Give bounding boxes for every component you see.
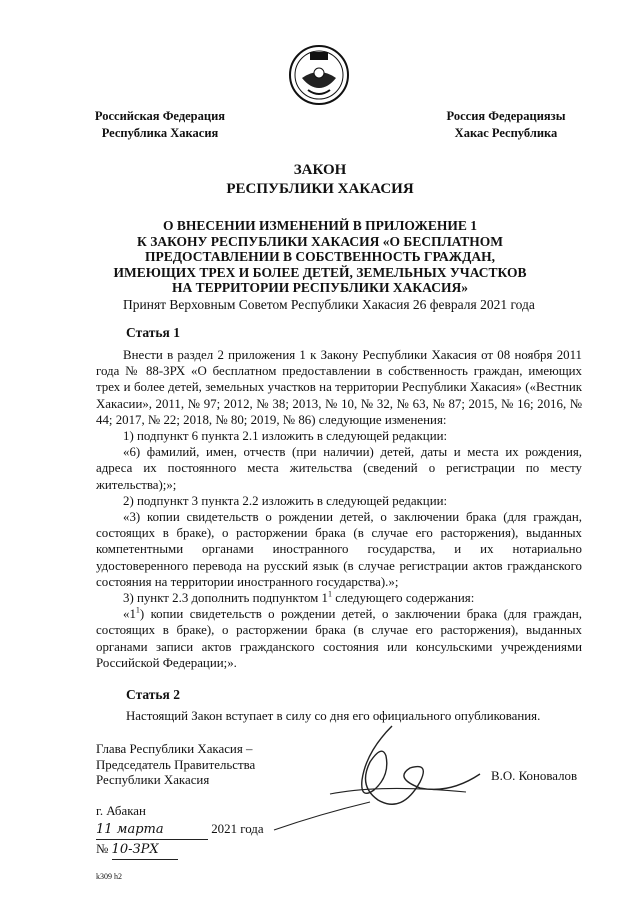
doc-title-law: ЗАКОН bbox=[293, 162, 347, 178]
article-2-heading: Статья 2 bbox=[126, 687, 180, 702]
adoption-note: Принят Верховным Советом Республики Хакасия 26 февраля 2021 года bbox=[123, 297, 535, 312]
document-code: k309 h2 bbox=[96, 872, 122, 881]
place-date-block bbox=[96, 802, 264, 860]
country-name-kjh: Россия Федерациязы bbox=[446, 109, 566, 123]
item-3-suffix: следующего содержания: bbox=[331, 591, 475, 606]
subtitle-line: ПРЕДОСТАВЛЕНИИ В СОБСТВЕННОСТЬ ГРАЖДАН, bbox=[144, 249, 496, 264]
header-right bbox=[436, 108, 576, 142]
doc-title-republic: РЕСПУБЛИКИ ХАКАСИЯ bbox=[226, 181, 414, 197]
article-1-heading: Статья 1 bbox=[126, 325, 180, 340]
item-3-text-body: ) копии свидетельств о рождении детей, о заключении брака (для граждан, состоящих в браке), о расторжении брака (в случае его расторжения), выданных органами записи актов гражданского состояния или консульскими учреждениями Российской Федерации;». bbox=[96, 607, 582, 670]
signatory-title-line: Республики Хакасия bbox=[96, 773, 210, 787]
signatory-title-line: Глава Республики Хакасия – bbox=[96, 742, 253, 756]
subtitle-line: НА ТЕРРИТОРИИ РЕСПУБЛИКИ ХАКАСИЯ» bbox=[172, 280, 468, 295]
coat-of-arms-emblem bbox=[288, 44, 350, 106]
item-1: 1) подпункт 6 пункта 2.1 изложить в следующей редакции: bbox=[123, 429, 448, 444]
year: 2021 года bbox=[211, 822, 264, 836]
article-1-intro: Внести в раздел 2 приложения 1 к Закону Республики Хакасия от 08 ноября 2011 года № 88-ЗРХ «О бесплатном предоставлении в собственность граждан, имеющих трех и более детей, земельных участков на территории Республики Хакасия» («Вестник Хакасии», 2011, № 97; 2012, № 38; 2013, № 10, № 32, № 63, № 87; 2015, № 16; 2016, № 44; 2017, № 22; 2018, № 80; 2019, № 86) следующие изменения: bbox=[96, 348, 582, 427]
item-1-text: «6) фамилий, имен, отчеств (при наличии) детей, даты и места их рождения, адреса их постоянного места жительства (сведений о регистрации по месту жительства);»; bbox=[96, 445, 582, 492]
handwritten-date: 11 марта bbox=[96, 821, 208, 840]
number-label: № bbox=[96, 842, 109, 856]
signatory-title-line: Председатель Правительства bbox=[96, 757, 256, 772]
law-subject-title bbox=[70, 218, 570, 296]
item-3 bbox=[96, 590, 582, 606]
item-3-text bbox=[96, 606, 582, 671]
city: г. Абакан bbox=[96, 804, 146, 818]
subtitle-line: О ВНЕСЕНИИ ИЗМЕНЕНИЙ В ПРИЛОЖЕНИЕ 1 bbox=[162, 218, 478, 233]
item-2: 2) подпункт 3 пункта 2.2 изложить в следующей редакции: bbox=[123, 493, 448, 508]
signatory-title bbox=[96, 742, 255, 789]
item-3-prefix: 3) пункт 2.3 дополнить подпунктом 1 bbox=[123, 591, 328, 606]
item-3-superscript: 1 bbox=[327, 589, 332, 599]
subtitle-line: К ЗАКОНУ РЕСПУБЛИКИ ХАКАСИЯ «О БЕСПЛАТНОМ bbox=[137, 233, 503, 249]
signer-name: В.О. Коновалов bbox=[491, 769, 578, 783]
date-line bbox=[96, 820, 264, 840]
item-2-text: «3) копии свидетельств о рождении детей, о заключении брака (для граждан, состоящих в браке), о расторжении брака (в случае его расторжения), выданных компетентными органами иностранного государства, и их нотариально удостоверенного перевода на русский язык (в случае регистрации актов гражданского состояния на территории иностранного государства).»; bbox=[96, 510, 582, 589]
header-left bbox=[90, 108, 230, 142]
handwritten-signature bbox=[270, 722, 500, 832]
republic-name-kjh: Хакас Республика bbox=[454, 126, 558, 140]
article-1-body bbox=[96, 347, 582, 671]
article-2-text: Настоящий Закон вступает в силу со дня его официального опубликования. bbox=[126, 709, 541, 723]
number-line bbox=[96, 840, 264, 860]
item-3-text-prefix: «1 bbox=[123, 607, 136, 622]
item-3-text-superscript: 1 bbox=[135, 605, 140, 615]
handwritten-law-number: 10-ЗРХ bbox=[112, 841, 178, 860]
country-name-ru: Российская Федерация bbox=[94, 109, 226, 123]
republic-name-ru: Республика Хакасия bbox=[101, 126, 219, 140]
subtitle-line: ИМЕЮЩИХ ТРЕХ И БОЛЕЕ ДЕТЕЙ, ЗЕМЕЛЬНЫХ УЧАСТКОВ bbox=[113, 264, 527, 280]
